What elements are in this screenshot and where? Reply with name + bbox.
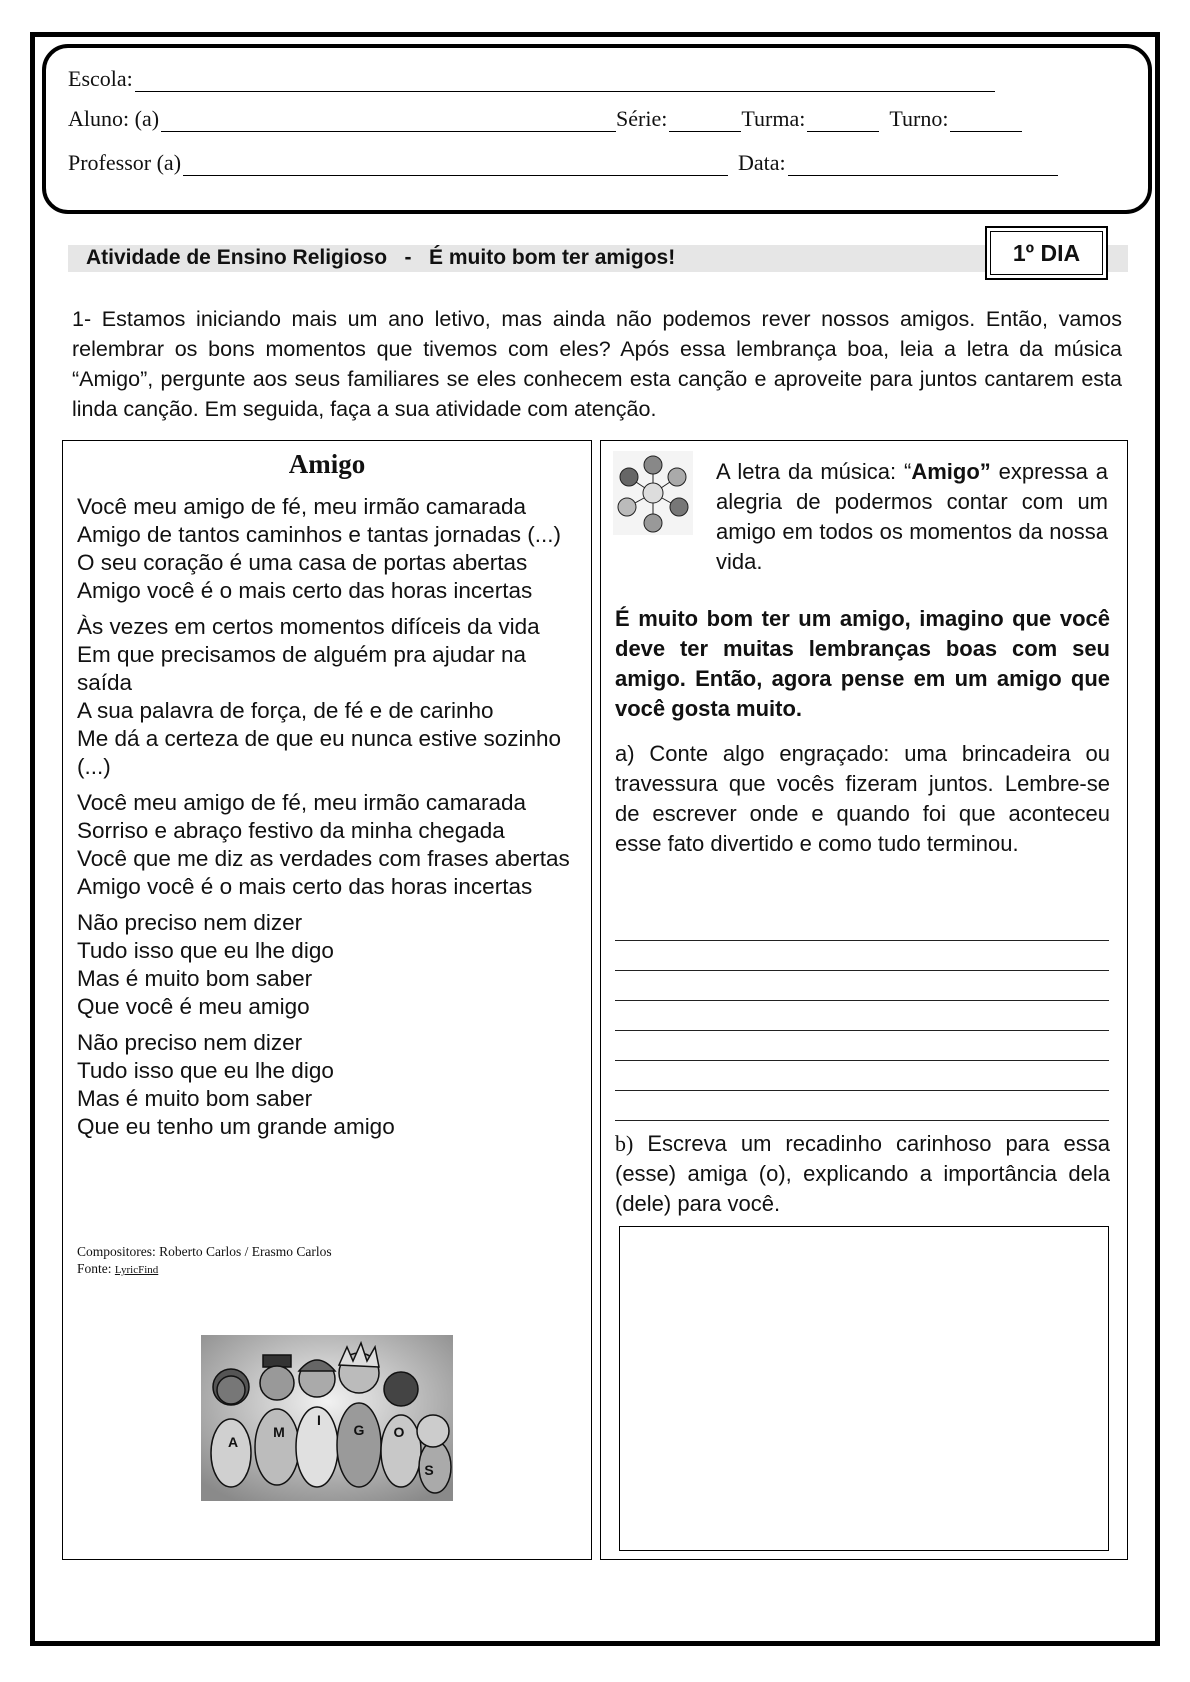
- lyric-line: Amigo você é o mais certo das horas incertas: [77, 578, 533, 603]
- school-field[interactable]: [135, 71, 995, 92]
- lyricfind-link[interactable]: LyricFind: [114, 1264, 159, 1276]
- lyric-line: Amigo você é o mais certo das horas incertas: [77, 874, 533, 899]
- answer-line[interactable]: [615, 1061, 1109, 1091]
- song-description: [716, 457, 1108, 577]
- grade-label: Série:: [616, 106, 668, 131]
- desc-prefix: A letra da música: “: [716, 459, 912, 484]
- composers: Compositores: Roberto Carlos / Erasmo Carlos: [77, 1244, 332, 1259]
- song-credits: [77, 1243, 332, 1279]
- shift-label: Turno:: [889, 106, 949, 131]
- desc-suffix: expressa a alegria de podermos contar com um amigo em todos os momentos da nossa vida.: [716, 459, 1108, 574]
- lyric-line: O seu coração é uma casa de portas abertas: [77, 550, 528, 575]
- lyric-line: Sorriso e abraço festivo da minha chegada: [77, 818, 505, 843]
- activity-panel: [600, 440, 1128, 1560]
- teacher-label: Professor (a): [68, 150, 182, 175]
- lyric-line: Em que precisamos de alguém pra ajudar na saída: [77, 642, 527, 695]
- friends-cartoon-image: [201, 1335, 453, 1501]
- question-a: a) Conte algo engraçado: uma brincadeira ou travessura que vocês fizeram juntos. Lembre-se de escrever onde e quando foi que aconteceu esse fato divertido e como tudo terminou.: [615, 741, 1110, 856]
- lyric-line: Mas é muito bom saber: [77, 966, 313, 991]
- lyric-line: Tudo isso que eu lhe digo: [77, 938, 334, 963]
- answer-line[interactable]: [615, 1001, 1109, 1031]
- class-field[interactable]: [807, 111, 879, 132]
- answer-line[interactable]: [615, 941, 1109, 971]
- answer-line[interactable]: [615, 1031, 1109, 1061]
- lyric-line: Tudo isso que eu lhe digo: [77, 1058, 334, 1083]
- header-form: [42, 44, 1152, 214]
- stanza: [77, 1029, 582, 1141]
- question-b-text: Escreva um recadinho carinhoso para essa (esse) amiga (o), explicando a importância dela (dele) para você.: [615, 1131, 1110, 1216]
- stanza: [77, 613, 582, 781]
- lyric-line: Você meu amigo de fé, meu irmão camarada: [77, 494, 526, 519]
- answer-line[interactable]: [615, 971, 1109, 1001]
- lyric-line: Não preciso nem dizer: [77, 910, 303, 935]
- picture-letter: A: [227, 1434, 239, 1450]
- lyric-line: Você meu amigo de fé, meu irmão camarada: [77, 790, 526, 815]
- stanza: [77, 493, 582, 605]
- desc-song-title: Amigo”: [911, 459, 991, 484]
- class-label: Turma:: [741, 106, 806, 131]
- picture-letter: G: [353, 1422, 365, 1438]
- lyric-line: Às vezes em certos momentos difíceis da vida: [77, 614, 540, 639]
- lyric-line: Me dá a certeza de que eu nunca estive sozinho (...): [77, 726, 562, 779]
- answer-line[interactable]: [615, 911, 1109, 941]
- lyric-line: Que você é meu amigo: [77, 994, 310, 1019]
- stanza: [77, 789, 582, 901]
- answer-box-b[interactable]: [619, 1226, 1109, 1551]
- lyric-line: Que eu tenho um grande amigo: [77, 1114, 395, 1139]
- date-field[interactable]: [788, 155, 1058, 176]
- reflection-paragraph: É muito bom ter um amigo, imagino que você deve ter muitas lembranças boas com seu amigo. Então, agora pense em um amigo que você gosta muito.: [615, 606, 1110, 721]
- day-badge: [985, 226, 1108, 280]
- grade-field[interactable]: [669, 111, 741, 132]
- source-label: Fonte:: [77, 1261, 115, 1276]
- song-panel: [62, 440, 592, 1560]
- student-field[interactable]: [161, 111, 616, 132]
- shift-field[interactable]: [950, 111, 1022, 132]
- picture-letter: O: [393, 1424, 405, 1440]
- picture-letter: I: [317, 1412, 321, 1428]
- lyric-line: Mas é muito bom saber: [77, 1086, 313, 1111]
- stanza: [77, 909, 582, 1021]
- activity-title: Atividade de Ensino Religioso - É muito bom ter amigos!: [86, 246, 676, 269]
- lyric-line: Você que me diz as verdades com frases abertas: [77, 846, 570, 871]
- question-b: [615, 1129, 1110, 1219]
- student-label: Aluno: (a): [68, 106, 160, 131]
- friends-circle-image: [613, 451, 693, 535]
- teacher-field[interactable]: [183, 155, 728, 176]
- question-b-letter: b): [615, 1131, 634, 1156]
- day-badge-label: 1º DIA: [990, 231, 1103, 275]
- picture-letter: S: [424, 1462, 434, 1478]
- lyric-line: Amigo de tantos caminhos e tantas jornadas (...): [77, 522, 562, 547]
- song-title: Amigo: [288, 449, 366, 479]
- answer-lines-a[interactable]: [615, 911, 1109, 1121]
- song-lyrics: [77, 493, 582, 1149]
- school-label: Escola:: [68, 66, 133, 91]
- lyric-line: Não preciso nem dizer: [77, 1030, 303, 1055]
- answer-line[interactable]: [615, 1091, 1109, 1121]
- source: [77, 1260, 332, 1279]
- lyric-line: A sua palavra de força, de fé e de carinho: [77, 698, 494, 723]
- picture-letter: M: [273, 1424, 285, 1440]
- date-label: Data:: [738, 150, 786, 175]
- intro-text: 1- Estamos iniciando mais um ano letivo, mas ainda não podemos rever nossos amigos. Então, vamos relembrar os bons momentos que tivemos com eles? Após essa lembrança boa, leia a letra da música “Amigo”, pergunte aos seus familiares se eles conhecem esta canção e aproveite para juntos cantarem esta linda canção. Em seguida, faça a sua atividade com atenção.: [72, 307, 1122, 421]
